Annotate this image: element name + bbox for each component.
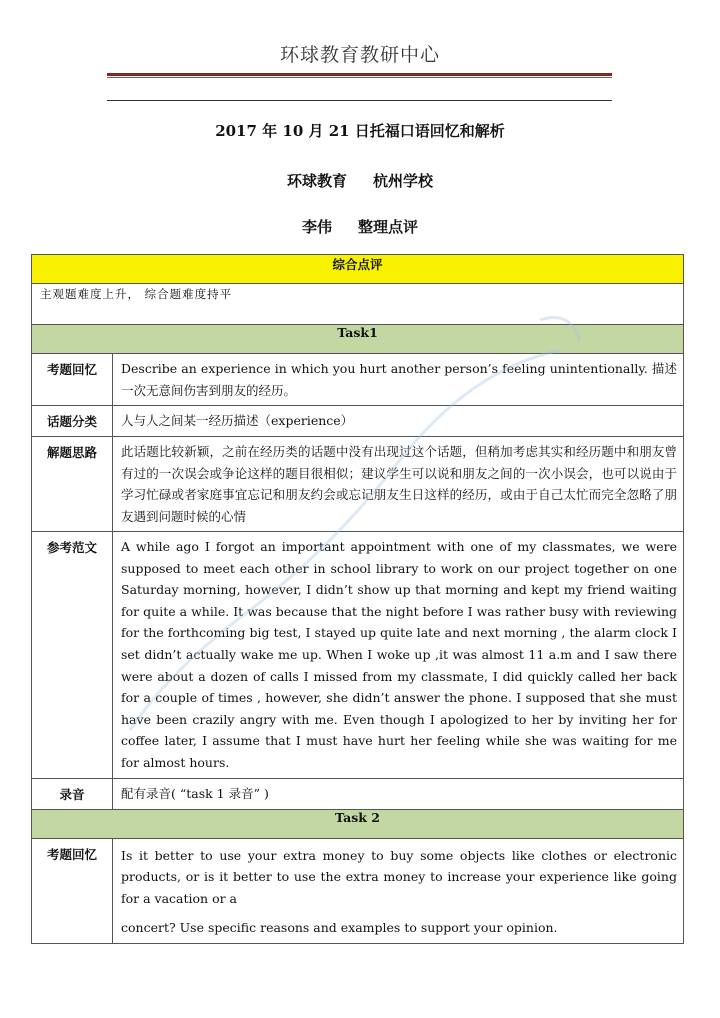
task1-recall-text: Describe an experience in which you hurt another person’s feeling unintentionally. 描述一次无意间伤害到朋友的经历。 <box>113 354 684 406</box>
org-line <box>0 170 720 191</box>
school-name: 杭州学校 <box>373 172 434 190</box>
document-title: 2017 年 10 月 21 日托福口语回忆和解析 <box>215 122 505 140</box>
task1-category-label: 话题分类 <box>32 406 113 437</box>
task1-sample-label: 参考范文 <box>32 532 113 779</box>
task1-category-text: 人与人之间某一经历描述（experience） <box>113 406 684 437</box>
task1-audio-text: 配有录音( “task 1 录音” ) <box>113 778 684 809</box>
task1-category-row <box>32 406 684 437</box>
task2-recall-line1: Is it better to use your extra money to buy some objects like clothes or electronic products, or is it better to use the extra money to increase your experience like going for a vacation or a <box>121 847 677 906</box>
org-name: 环球教育 <box>286 172 347 190</box>
header-rule <box>107 73 612 76</box>
task1-recall-row <box>32 354 684 406</box>
author-name: 李伟 <box>301 218 332 236</box>
task1-audio-row <box>32 778 684 809</box>
overview-header-row <box>32 255 684 284</box>
header-divider <box>107 100 612 101</box>
analysis-table <box>31 254 684 944</box>
task1-recall-label: 考题回忆 <box>32 354 113 406</box>
overview-heading: 综合点评 <box>32 255 684 284</box>
task1-heading: Task1 <box>32 325 684 354</box>
task1-approach-row <box>32 437 684 532</box>
author-role: 整理点评 <box>358 218 419 236</box>
header-title: 环球教育教研中心 <box>279 44 440 66</box>
task2-recall-line2: concert? Use specific reasons and examples to support your opinion. <box>121 920 558 936</box>
task2-recall-label: 考题回忆 <box>32 838 113 943</box>
overview-note-row <box>32 284 684 325</box>
task1-sample-row <box>32 532 684 779</box>
task2-recall-text <box>113 838 684 943</box>
task1-approach-text: 此话题比较新颖，之前在经历类的话题中没有出现过这个话题，但稍加考虑其实和经历题中和朋友曾有过的一次误会或争论这样的题目很相似；建议学生可以说和朋友之间的一次小误会，也可以说由于学习忙碌或者家庭事宜忘记和朋友约会或忘记朋友生日这样的经历，或由于自己太忙而完全忽略了朋友遇到问题时候的心情 <box>113 437 684 532</box>
task1-approach-label: 解题思路 <box>32 437 113 532</box>
header-rule-thin <box>107 77 612 78</box>
task1-audio-label: 录音 <box>32 778 113 809</box>
task2-header-row <box>32 809 684 838</box>
task1-header-row <box>32 325 684 354</box>
overview-note: 主观题难度上升， 综合题难度持平 <box>32 284 684 325</box>
task2-heading: Task 2 <box>32 809 684 838</box>
task2-recall-row <box>32 838 684 943</box>
task1-sample-text: A while ago I forgot an important appointment with one of my classmates, we were supposed to meet each other in school library to work on our project together on one Saturday morning, however, I didn’t show up that morning and kept my friend waiting for quite a while. It was because that the night before I was rather busy with reviewing for the forthcoming big test, I stayed up quite late and next morning , the alarm clock I set didn’t actually wake me up. When I woke up ,it was almost 11 a.m and I saw there were about a dozen of calls I missed from my classmate, I did quickly called her back for a couple of times , however, she didn’t answer the phone. I supposed that she must have been crazily angry with me. Even though I apologized to her by inviting her for coffee later, I assume that I must have hurt her feeling while she was waiting for me for almost hours. <box>113 532 684 779</box>
author-line <box>0 216 720 237</box>
